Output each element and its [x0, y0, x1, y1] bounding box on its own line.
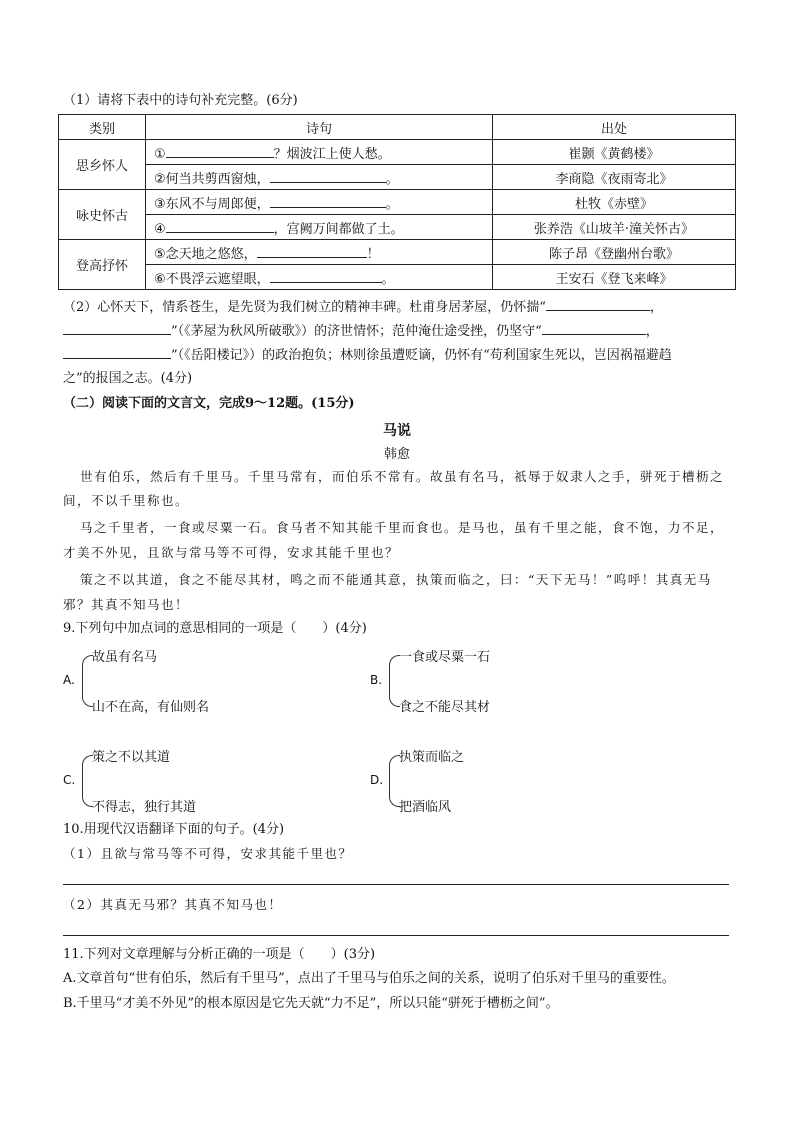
essay-author: 韩愈	[383, 447, 410, 462]
source-cell: 陈子昂《登幽州台歌》	[493, 240, 736, 265]
source-cell: 王安石《登飞来峰》	[493, 265, 736, 290]
option-b-letter[interactable]: B.	[370, 673, 383, 687]
table-row	[59, 240, 736, 265]
fill-blank[interactable]	[270, 170, 386, 183]
table-row	[59, 265, 736, 290]
poem-post: ，宫阙万间都做了土。	[273, 221, 404, 237]
option-b-top: 一食或尽粟一石	[399, 650, 491, 665]
essay-para-2: 马之千里者，一食或尽粟一石。食马者不知其能千里而食也。是马也，虽有千里之能，食不饱，力不足，	[80, 520, 725, 535]
fill-blank[interactable]	[270, 270, 382, 283]
option-a-bottom: 山不在高，有仙则名	[92, 700, 210, 715]
poem-cell	[146, 190, 493, 215]
q10-sentence-1: （1）且欲与常马等不可得，安求其能千里也？	[63, 846, 353, 861]
q2-line-2	[63, 322, 659, 341]
fill-blank[interactable]	[257, 245, 367, 258]
poem-post: 。	[381, 271, 395, 287]
section-heading: （二）阅读下面的文言文，完成9～12题。(15分)	[63, 396, 355, 411]
option-b-bottom: 食之不能尽其材	[399, 700, 491, 715]
poem-table	[58, 114, 736, 290]
table-row	[59, 140, 736, 165]
poem-pre: ⑤念天地之悠悠，	[154, 246, 257, 262]
table-row	[59, 190, 736, 215]
option-c-letter[interactable]: C.	[63, 773, 76, 787]
poem-cell	[146, 265, 493, 290]
essay-para-2-cont: 才美不外见，且欲与常马等不可得，安求其能千里也？	[63, 545, 400, 560]
q2-text: （2）心怀天下，情系苍生，是先贤为我们树立的精神丰碑。杜甫身居茅屋，仍怀揣“	[63, 300, 546, 315]
essay-para-3-cont: 邪？其真不知马也！	[63, 597, 190, 612]
poem-pre: ①	[154, 146, 166, 162]
category-cell: 登高抒怀	[59, 240, 146, 290]
poem-cell	[146, 165, 493, 190]
q11-option-a[interactable]: A.文章首句“世有伯乐，然后有千里马”，点出了千里马与伯乐之间的关系，说明了伯乐对千里马的重要性。	[63, 971, 675, 986]
poem-pre: ②何当共剪西窗烛，	[154, 171, 270, 187]
option-d-letter[interactable]: D.	[370, 773, 384, 787]
option-d-top: 执策而临之	[399, 750, 465, 765]
q2-line-1	[63, 298, 663, 317]
header-poem: 诗句	[146, 115, 493, 140]
fill-blank[interactable]	[166, 220, 274, 233]
poem-pre: ④	[154, 221, 166, 237]
poem-pre: ⑥不畏浮云遮望眼，	[154, 271, 270, 287]
q1-intro: （1）请将下表中的诗句补充完整。(6分)	[63, 93, 298, 108]
fill-blank[interactable]	[270, 195, 386, 208]
fill-blank[interactable]	[63, 322, 171, 335]
essay-para-1-cont: 间，不以千里称也。	[63, 493, 190, 508]
poem-post: 。	[385, 171, 399, 187]
poem-cell	[146, 240, 493, 265]
q2-punct: ，	[645, 324, 659, 339]
table-row	[59, 165, 736, 190]
source-cell: 李商隐《夜雨寄北》	[493, 165, 736, 190]
header-category: 类别	[59, 115, 146, 140]
option-c-top: 策之不以其道	[92, 750, 171, 765]
q10-stem: 10.用现代汉语翻译下面的句子。(4分)	[63, 822, 285, 837]
poem-cell	[146, 140, 493, 165]
q2-punct: ，	[649, 300, 663, 315]
poem-pre: ③东风不与周郎便，	[154, 196, 270, 212]
q2-line-3	[63, 346, 672, 365]
fill-blank[interactable]	[542, 322, 646, 335]
table-header-row	[59, 115, 736, 140]
fill-blank[interactable]	[63, 346, 171, 359]
q9-stem: 9.下列句中加点词的意思相同的一项是（ ）(4分)	[63, 621, 367, 636]
source-cell: 张养浩《山坡羊·潼关怀古》	[493, 215, 736, 240]
category-cell: 咏史怀古	[59, 190, 146, 240]
answer-line[interactable]	[63, 884, 729, 885]
poem-cell	[146, 215, 493, 240]
fill-blank[interactable]	[546, 298, 650, 311]
q2-text: ”（《茅屋为秋风所破歌》）的济世情怀；范仲淹仕途受挫，仍坚守“	[171, 324, 542, 339]
q2-line-4: 之”的报国之志。(4分)	[63, 371, 193, 386]
option-c-bottom: 不得志，独行其道	[92, 800, 197, 815]
answer-line[interactable]	[63, 935, 729, 936]
option-d-bottom: 把酒临风	[399, 800, 452, 815]
poem-post: ？烟波江上使人愁。	[273, 146, 391, 162]
table-row	[59, 215, 736, 240]
source-cell: 杜牧《赤壁》	[493, 190, 736, 215]
source-cell: 崔颢《黄鹤楼》	[493, 140, 736, 165]
header-source: 出处	[493, 115, 736, 140]
q10-sentence-2: （2）其真无马邪？其真不知马也！	[63, 897, 283, 912]
category-cell: 思乡怀人	[59, 140, 146, 190]
option-a-top: 故虽有名马	[92, 650, 158, 665]
q2-text: ”（《岳阳楼记》）的政治抱负；林则徐虽遭贬谪，仍怀有“苟利国家生死以，岂因祸福避趋	[171, 348, 672, 363]
fill-blank[interactable]	[166, 145, 274, 158]
option-a-letter[interactable]: A.	[63, 673, 75, 687]
poem-post: ！	[366, 246, 380, 262]
q11-stem: 11.下列对文章理解与分析正确的一项是（ ）(3分)	[63, 947, 376, 962]
essay-para-3: 策之不以其道，食之不能尽其材，鸣之而不能通其意，执策而临之，曰：“天下无马！”呜呼！其真无马	[80, 572, 712, 587]
essay-title: 马说	[383, 423, 411, 439]
poem-post: 。	[385, 196, 399, 212]
q11-option-b[interactable]: B.千里马“才美不外见”的根本原因是它先天就“力不足”，所以只能“骈死于槽枥之间”。	[63, 996, 559, 1011]
essay-para-1: 世有伯乐，然后有千里马。千里马常有，而伯乐不常有。故虽有名马，祇辱于奴隶人之手，骈死于槽枥之	[80, 469, 725, 484]
